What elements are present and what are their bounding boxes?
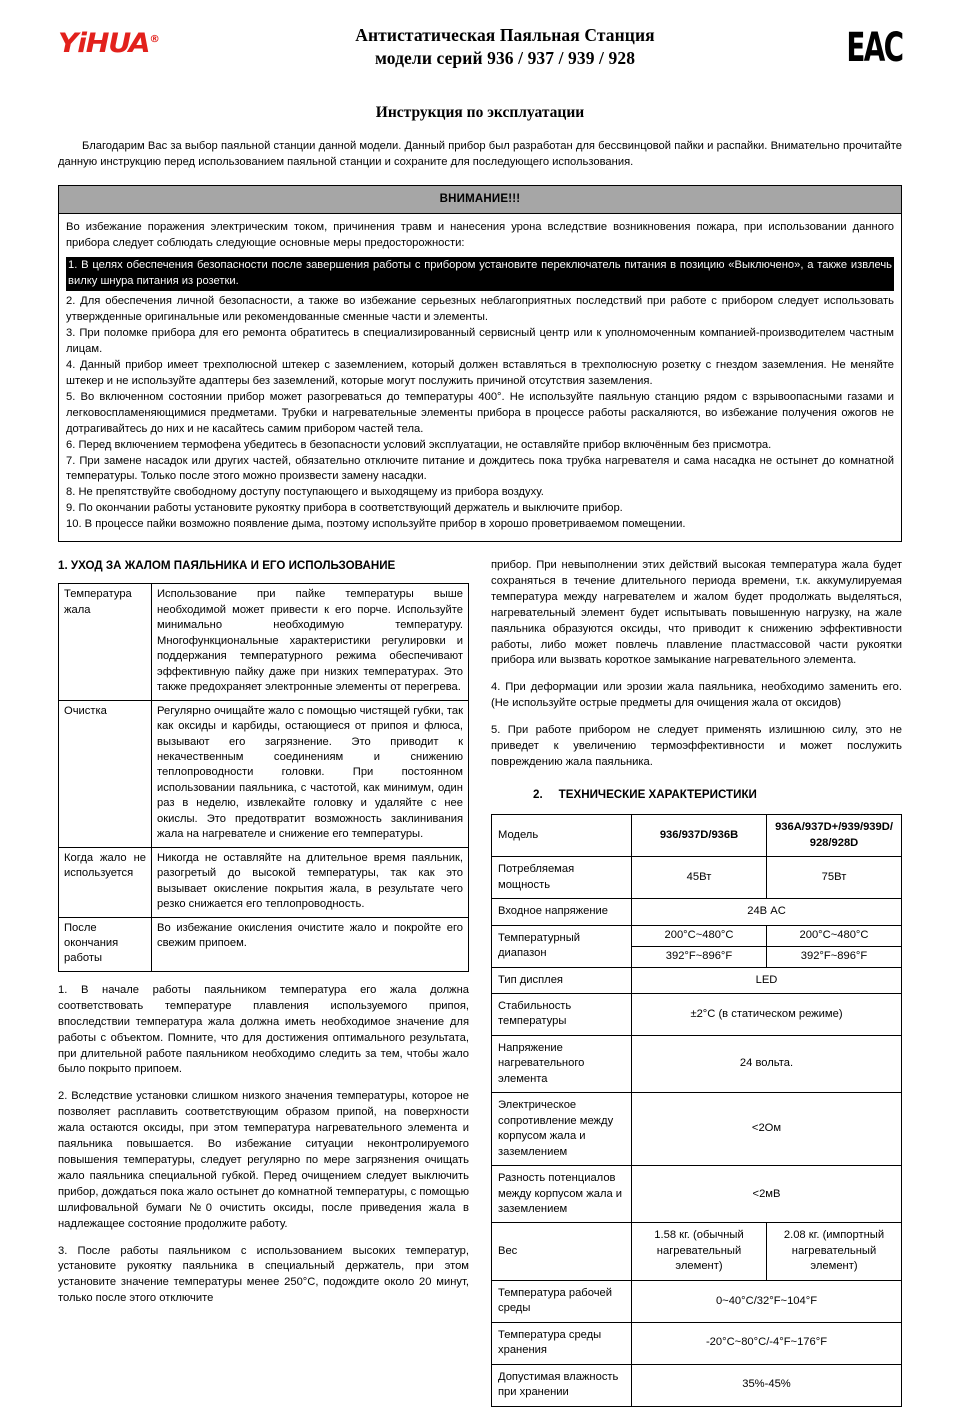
spec-row-key: Модель — [492, 815, 632, 857]
warning-item: 6. Перед включением термофена убедитесь в безопасности условий эксплуатации, не оставляйте прибор включённым без присмотра. — [66, 438, 772, 451]
table-row — [492, 1093, 902, 1166]
table-row — [59, 917, 469, 971]
spec-row-key: Температурный диапазон — [492, 925, 632, 967]
spec-row-value-col2: 200°C~480°C — [767, 925, 902, 946]
spec-row-value: <2мВ — [632, 1166, 902, 1223]
care-row-value: Регулярно очищайте жало с помощью чистящей губки, так как оксиды и карбиды, остающиеся от припоя и флюса, вызывают его загрязнение. Это приводит к некачественным соединениям и снижению теплопроводности головки. При постоянном использовании паяльника, с частотой, как минимум, один раз в неделю, извлекайте головку и удаляйте с нее окислы. Это предотвратит возможность заклинивания жала на нагревателе и снижение его температуры. — [152, 700, 469, 847]
spec-row-key: Напряжение нагревательного элемента — [492, 1035, 632, 1092]
care-row-label: После окончания работы — [59, 917, 152, 971]
table-row — [492, 993, 902, 1035]
spec-row-key: Электрическое сопротивление между корпусом жала и заземлением — [492, 1093, 632, 1166]
warning-item-list — [66, 294, 894, 533]
warning-item: 5. Во включенном состоянии прибор может разогреваться до температуры 400°. Не используйте паяльную станцию рядом с взрывоопасными газами и легковоспламеняющимися предметами. Трубки и нагревательные элементы прибора в процессе работы раскаляются, во избежание получения ожогов не дотрагивайтесь до них и не касайтесь самим прибором частей тела. — [66, 390, 894, 435]
body-paragraph: 2. Вследствие установки слишком низкого значения температуры, которое не позволяет расплавить соответствующим образом припой, на поверхности жала остаются оксиды, при этом температура нагревательного элемента и паяльника повышается. Во избежание ситуации неконтролируемого повышения температуры, следует регулярно по мере загрязнения очищать жало паяльника специальной губкой. Перед очищением следует выключить прибор, дождаться пока жало остынет до комнатной температуры, с помощью шлифовальной бумаги №0 очистить оксиды, после приведения жала в надлежащее состояние продолжите работу. — [58, 1090, 469, 1230]
body-paragraph: 4. При деформации или эрозии жала паяльника, необходимо заменить его. (Не используйте острые предметы для очищения жала от оксидов) — [491, 681, 902, 710]
warning-item-highlighted: 1. В целях обеспечения безопасности после завершения работы с прибором установите переключатель питания в позицию «Выключено», а также извлечь вилку шнура питания из розетки. — [66, 257, 894, 292]
care-row-label: Очистка — [59, 700, 152, 847]
spec-row-value: 24 вольта. — [632, 1035, 902, 1092]
logo-wordmark: YiHUA — [58, 28, 150, 59]
care-row-value: Никогда не оставляйте на длительное время паяльник, разогретый до высокой температуры, так как это вызывает окисление покрытия жала, в результате чего резко снижается его теплопроводность. — [152, 847, 469, 917]
spec-row-key: Тип дисплея — [492, 967, 632, 993]
care-row-label: Когда жало не используется — [59, 847, 152, 917]
document-header — [58, 22, 902, 82]
body-paragraph: 3. После работы паяльником с использованием высоких температур, установите рукоятку паяльника в специальный держатель, при этом установите значение температуры менее 250°C, подождите около 20 минут, только после этого отключите — [58, 1244, 469, 1305]
table-row — [492, 1035, 902, 1092]
warning-item: 7. При замене насадок или других частей, обязательно отключите питание и дождитесь пока трубка нагревателя и сама насадка не остынет до комнатной температуры. Только после этого можно произвести замену насадки. — [66, 454, 894, 483]
spec-row-key: Вес — [492, 1223, 632, 1280]
table-row — [492, 899, 902, 925]
section-1-heading: 1. УХОД ЗА ЖАЛОМ ПАЯЛЬНИКА И ЕГО ИСПОЛЬЗОВАНИЕ — [58, 559, 396, 573]
spec-row-key: Допустимая влажность при хранении — [492, 1364, 632, 1406]
spec-row-value-col2: 392°F~896°F — [767, 946, 902, 967]
table-row — [492, 857, 902, 899]
spec-row-value: 24В AC — [632, 899, 902, 925]
body-paragraph: прибор. При невыполнении этих действий высокая температура жала будет сохраняться в течение длительного периода времени, т.к. аккумулируемая температура между нагревателем и жалом будет продолжать выделяться, нагревательный элемент будет испытывать повышенную нагрузку, на жале паяльника образуются оксиды, что приводит к снижению эффективности работы, либо может повлечь плавление пластмассовой части рукоятки прибора или вызвать короткое замыкание нагревательного элемента. — [491, 559, 902, 667]
spec-row-value: 0~40°C/32°F~104°F — [632, 1280, 902, 1322]
document-subtitle: Инструкция по эксплуатации — [375, 104, 585, 121]
spec-row-value: 35%-45% — [632, 1364, 902, 1406]
table-row — [492, 1223, 902, 1280]
spec-row-key: Потребляемая мощность — [492, 857, 632, 899]
spec-row-value-col1: 45Вт — [632, 857, 767, 899]
title-line-1: Антистатическая Паяльная Станция — [355, 25, 655, 45]
table-row — [492, 1280, 902, 1322]
table-row — [59, 847, 469, 917]
table-row — [492, 1364, 902, 1406]
table-row — [492, 1322, 902, 1364]
warning-body — [59, 214, 901, 541]
content-columns — [58, 558, 902, 1406]
section-2-heading — [491, 787, 902, 803]
warning-item: 3. При поломке прибора для его ремонта обратитесь в специализированный сервисный центр или к уполномоченным компанией-производителем частным лицам. — [66, 327, 894, 356]
spec-row-value-col1: 1.58 кг. (обычный нагревательный элемент) — [632, 1223, 767, 1280]
registered-trademark-icon: ® — [149, 34, 159, 45]
intro-paragraph: Благодарим Вас за выбор паяльной станции данной модели. Данный прибор был разработан для бессвинцовой пайки и распайки. Внимательно прочитайте данную инструкцию перед использованием паяльной станции и сохраните для последующего использования. — [58, 140, 902, 168]
warning-item: 2. Для обеспечения личной безопасности, а также во избежание серьезных неблагоприятных последствий при работе с прибором следует использовать утвержденные оригинальные или рекомендованные сменные части и элементы. — [66, 295, 894, 324]
warning-box — [58, 185, 902, 542]
care-row-value: Использование при пайке температуры выше необходимой может привести к его порче. Используйте минимально необходимую температуру. Многофункциональные характеристики регулировки и поддержания температурного режима обеспечивают эффективную пайку даже при низких температурах. Это также предохраняет электронные элементы от перегрева. — [152, 584, 469, 700]
document-title — [228, 22, 782, 70]
left-paragraphs — [58, 983, 469, 1307]
warning-intro: Во избежание поражения электрическим током, причинения травм и нанесения урона вследствие возникновения пожара, при использовании данного прибора следует соблюдать следующие основные меры предосторожности: — [66, 220, 894, 249]
eac-mark-wrap — [782, 22, 902, 72]
eac-certification-icon: EAC — [845, 24, 902, 72]
section-2-title: ТЕХНИЧЕСКИЕ ХАРАКТЕРИСТИКИ — [558, 787, 757, 801]
body-paragraph: 5. При работе прибором не следует применять излишнюю силу, это не приведет к увеличению термоэффективности и может послужить повреждению жала паяльника. — [491, 724, 902, 768]
specifications-table — [491, 814, 902, 1406]
spec-row-value-col2: 936A/937D+/939/939D/ 928/928D — [767, 815, 902, 857]
right-paragraphs — [491, 558, 902, 771]
table-row — [492, 925, 902, 946]
spec-row-value: ±2°C (в статическом режиме) — [632, 993, 902, 1035]
table-row — [59, 584, 469, 700]
spec-row-value: LED — [632, 967, 902, 993]
care-row-value: Во избежание окисления очистите жало и покройте его свежим припоем. — [152, 917, 469, 971]
warning-heading: ВНИМАНИЕ!!! — [59, 186, 901, 214]
warning-item: 9. По окончании работы установите рукоятку прибора в соответствующий держатель и выключите прибор. — [66, 502, 623, 515]
spec-row-value-col1: 392°F~896°F — [632, 946, 767, 967]
table-row — [492, 1166, 902, 1223]
brand-logo — [58, 22, 228, 57]
spec-row-value: -20°C~80°C/-4°F~176°F — [632, 1322, 902, 1364]
table-row — [492, 967, 902, 993]
table-row — [492, 815, 902, 857]
spec-row-value-col2: 2.08 кг. (импортный нагревательный элемент) — [767, 1223, 902, 1280]
tip-care-table — [58, 583, 469, 971]
spec-row-key: Входное напряжение — [492, 899, 632, 925]
care-row-label: Температура жала — [59, 584, 152, 700]
spec-row-key: Разность потенциалов между корпусом жала и заземлением — [492, 1166, 632, 1223]
spec-row-key: Температура рабочей среды — [492, 1280, 632, 1322]
spec-row-value-col2: 75Вт — [767, 857, 902, 899]
spec-row-key: Стабильность температуры — [492, 993, 632, 1035]
table-row — [59, 700, 469, 847]
spec-row-key: Температура среды хранения — [492, 1322, 632, 1364]
warning-item: 4. Данный прибор имеет трехполюсной штекер с заземлением, который должен вставляться в трехполюсную розетку с гнездом заземления. Не меняйте штекер и не используйте адаптеры без заземлений, которые могут послужить причиной отсутствия заземления. — [66, 359, 894, 387]
yihua-logo-text — [58, 30, 159, 57]
left-column — [58, 558, 469, 1307]
spec-row-value-col1: 936/937D/936B — [632, 815, 767, 857]
section-2-number: 2. — [533, 787, 543, 801]
warning-item: 8. Не препятствуйте свободному доступу поступающего и выходящему из прибора воздуху. — [66, 486, 544, 499]
title-line-2: модели серий 936 / 937 / 939 / 928 — [374, 48, 636, 69]
spec-row-value: <2Ом — [632, 1093, 902, 1166]
warning-item: 10. В процессе пайки возможно появление дыма, поэтому используйте прибор в хорошо проветриваемом помещении. — [66, 518, 686, 531]
right-column — [491, 558, 902, 1406]
spec-row-value-col1: 200°C~480°C — [632, 925, 767, 946]
body-paragraph: 1. В начале работы паяльником температура его жала должна соответствовать температуре плавления используемого припоя, впоследствии температура жала должна иметь необходимое значение для работы с объектом. Помните, что для достижения оптимального результата, при длительной работе паяльником необходимо следить за тем, чтобы жало было покрыто припоем. — [58, 983, 469, 1076]
